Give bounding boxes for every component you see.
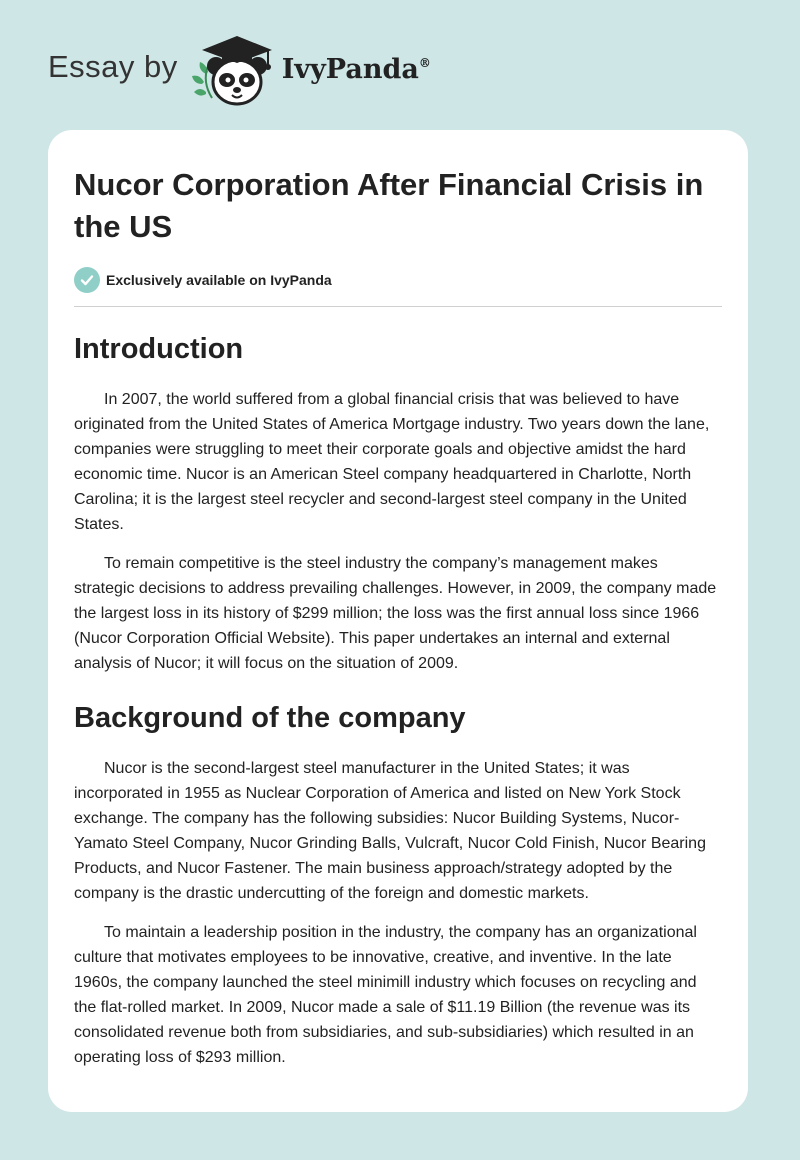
paragraph: In 2007, the world suffered from a global financial crisis that was believed to have originated from the United States of America Mortgage industry. Two years down the lane, companies were struggling to meet their corporate goals and objective amidst the hard economic time. Nucor is an American Steel company headquartered in Charlotte, North Carolina; it is the largest steel recycler and second-largest steel company in the United States. <box>74 391 710 533</box>
section-heading: Introduction <box>74 333 244 365</box>
check-icon <box>74 267 100 293</box>
site-header <box>48 30 431 110</box>
paragraph: Nucor is the second-largest steel manufacturer in the United States; it was incorporated in 1955 as Nuclear Corporation of America and listed on New York Stock exchange. The company has the following subsidies: Nucor Building Systems, Nucor-Yamato Steel Company, Nucor Grinding Balls, Vulcraft, Nucor Cold Finish, Nucor Bearing Products, and Nucor Fastener. The main business approach/strategy adopted by the company is the drastic undercutting of the foreign and domestic markets. <box>74 760 706 902</box>
page-title: Nucor Corporation After Financial Crisis in the US <box>74 167 704 244</box>
divider <box>74 306 722 307</box>
section-introduction <box>74 331 722 676</box>
section-heading: Background of the company <box>74 702 466 734</box>
panda-logo-icon[interactable] <box>192 30 278 110</box>
exclusive-label: Exclusively available on IvyPanda <box>106 272 332 288</box>
essay-by-label: Essay by <box>48 49 178 84</box>
essay-card <box>48 130 748 1112</box>
paragraph: To remain competitive is the steel industry the company’s management makes strategic decisions to address prevailing challenges. However, in 2009, the company made the largest loss in its history of $299 million; the loss was the first annual loss since 1966 (Nucor Corporation Official Website). This paper undertakes an internal and external analysis of Nucor; it will focus on the situation of 2009. <box>74 555 717 672</box>
exclusive-badge <box>74 266 722 294</box>
paragraph: To maintain a leadership position in the industry, the company has an organizational culture that motivates employees to be innovative, creative, and inventive. In the late 1960s, the company launched the steel minimill industry which focuses on recycling and the flat-rolled market. In 2009, Nucor made a sale of $11.19 Billion (the revenue was its consolidated revenue both from subsidiaries, and sub-subsidiaries) which resulted in an operating loss of $293 million. <box>74 924 697 1066</box>
brand-name[interactable]: IvyPanda® <box>281 53 431 85</box>
registered-mark: ® <box>418 55 431 70</box>
section-background <box>74 700 722 1070</box>
